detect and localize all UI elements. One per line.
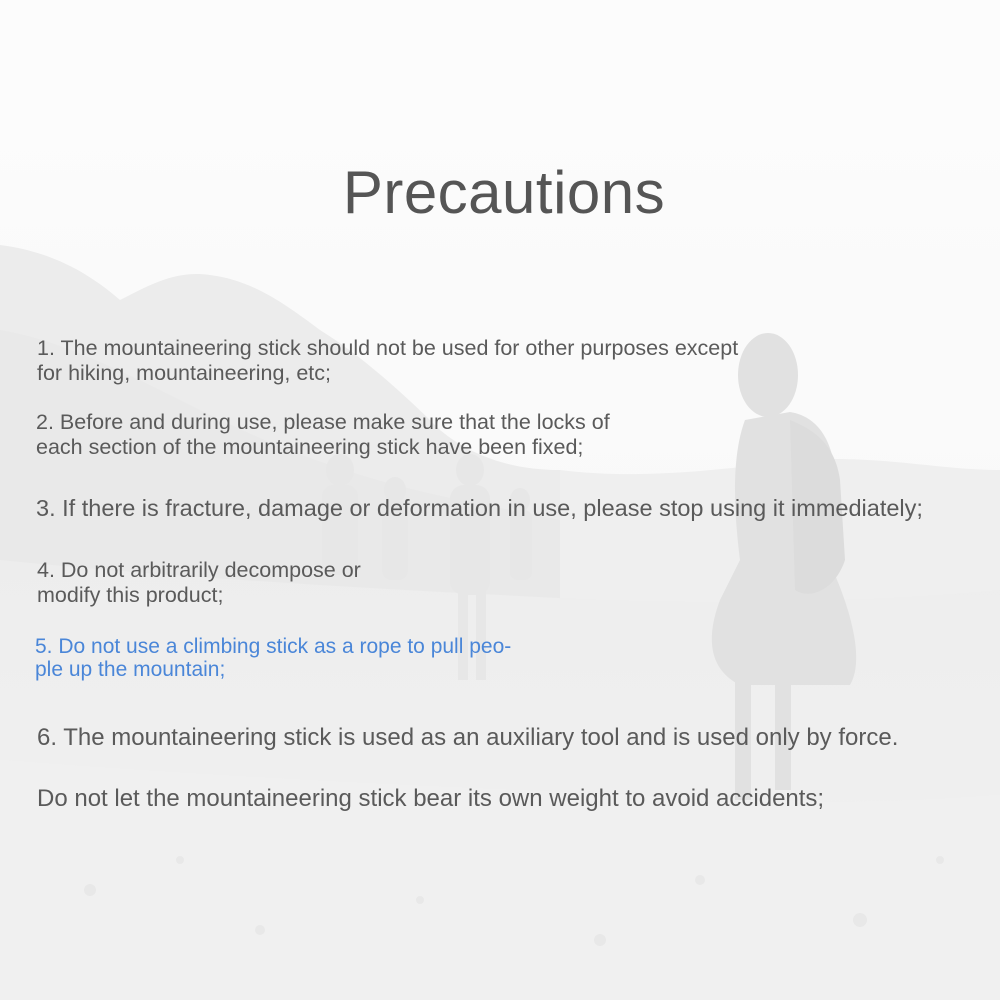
precaution-item-3	[36, 494, 923, 522]
precaution-item-1	[37, 336, 738, 386]
page-title: Precautions	[342, 159, 666, 226]
precaution-5-line-2: ple up the mountain;	[35, 658, 226, 681]
precaution-item-2	[36, 410, 610, 460]
precaution-1-line-1: 1. The mountaineering stick should not be used for other purposes except	[37, 336, 739, 360]
precaution-item-7	[37, 785, 824, 813]
precaution-7-line-1: Do not let the mountaineering stick bear its own weight to avoid accidents;	[37, 785, 825, 812]
precaution-6-line-1: 6. The mountaineering stick is used as an auxiliary tool and is used only by force.	[37, 724, 899, 751]
precaution-item-4	[37, 558, 361, 608]
precaution-5-line-1: 5. Do not use a climbing stick as a rope to pull peo-	[35, 635, 512, 658]
precaution-3-line-1: 3. If there is fracture, damage or deformation in use, please stop using it immediately;	[36, 495, 923, 521]
precaution-2-line-1: 2. Before and during use, please make sure that the locks of	[36, 410, 610, 434]
precaution-4-line-2: modify this product;	[37, 583, 224, 607]
precaution-item-5	[35, 635, 511, 681]
precaution-2-line-2: each section of the mountaineering stick have been fixed;	[36, 435, 584, 459]
precaution-1-line-2: for hiking, mountaineering, etc;	[37, 361, 331, 385]
precaution-4-line-1: 4. Do not arbitrarily decompose or	[37, 558, 361, 582]
precaution-item-6	[37, 724, 898, 752]
